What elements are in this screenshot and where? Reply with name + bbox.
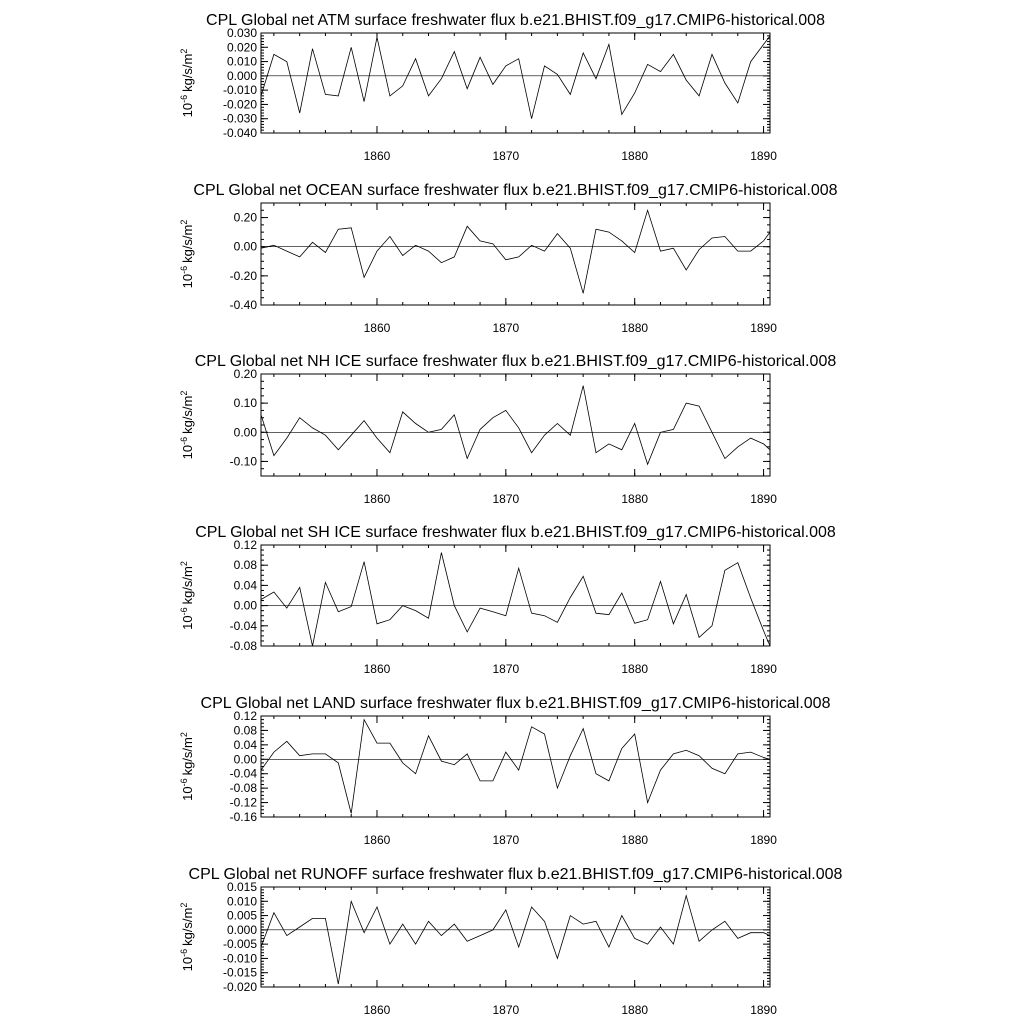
y-axis-label-sq: 2: [179, 732, 189, 738]
x-tick-label: 1880: [621, 321, 649, 335]
y-axis-label-prefix: 10: [180, 615, 195, 630]
y-axis-label-exp: -6: [179, 778, 189, 787]
plot-frame: [261, 545, 770, 646]
y-tick-label: 0.12: [233, 538, 257, 552]
y-axis-label: [179, 561, 195, 630]
y-tick-label: -0.40: [229, 298, 257, 312]
y-tick-label: 0.015: [226, 880, 257, 894]
chart-title: CPL Global net RUNOFF surface freshwater flux b.e21.BHIST.f09_g17.CMIP6-historical.008: [188, 866, 843, 883]
y-tick-label: 0.08: [233, 558, 257, 573]
series-line: [261, 210, 770, 293]
series-line: [261, 720, 770, 814]
y-tick-label: 0.000: [226, 922, 257, 937]
chart-panel-3: [179, 353, 836, 506]
y-tick-label: 0.20: [233, 210, 257, 225]
y-axis-label-exp: -6: [179, 948, 189, 957]
y-axis-label-exp: -6: [179, 436, 189, 445]
x-tick-label: 1890: [750, 662, 777, 676]
y-tick-label: 0.005: [226, 908, 257, 923]
chart-panel-6: [179, 866, 843, 1017]
y-axis-label-sq: 2: [179, 48, 189, 54]
series-line: [261, 386, 770, 465]
y-tick-label: -0.010: [222, 83, 257, 98]
x-tick-label: 1880: [621, 1003, 649, 1017]
plot-frame: [261, 203, 770, 305]
chart-title: CPL Global net LAND surface freshwater flux b.e21.BHIST.f09_g17.CMIP6-historical.008: [200, 695, 831, 712]
chart-title: CPL Global net OCEAN surface freshwater flux b.e21.BHIST.f09_g17.CMIP6-historical.008: [193, 182, 838, 199]
y-tick-label: -0.04: [229, 618, 257, 633]
y-axis-label-sq: 2: [179, 390, 189, 396]
y-tick-label: -0.04: [229, 766, 257, 781]
y-axis-label-sq: 2: [179, 561, 189, 567]
y-axis-label-sq: 2: [179, 902, 189, 908]
y-axis-label-suffix: kg/s/m: [180, 907, 195, 946]
y-axis-label: [179, 220, 195, 289]
y-axis-label-exp: -6: [179, 265, 189, 274]
y-tick-label: 0.010: [226, 54, 257, 69]
x-tick-label: 1870: [492, 1003, 520, 1017]
y-axis-label-exp: -6: [179, 607, 189, 616]
y-tick-label: -0.005: [222, 937, 257, 952]
y-tick-label: -0.010: [222, 951, 257, 966]
y-axis-label: [179, 903, 195, 972]
chart-title: CPL Global net ATM surface freshwater flux b.e21.BHIST.f09_g17.CMIP6-historical.008: [206, 12, 825, 29]
y-tick-label: 0.04: [233, 737, 257, 752]
x-tick-label: 1890: [750, 492, 777, 506]
y-tick-label: 0.04: [233, 578, 257, 593]
y-tick-label: 0.010: [226, 894, 257, 909]
y-tick-label: 0.00: [233, 425, 257, 440]
plot-frame: [261, 374, 770, 476]
chart-panel-5: [179, 695, 831, 847]
x-tick-label: 1870: [492, 492, 520, 506]
chart-panel-4: [179, 524, 836, 676]
y-tick-label: -0.08: [229, 639, 257, 653]
y-tick-label: 0.12: [233, 709, 257, 723]
x-tick-label: 1860: [363, 492, 391, 506]
y-tick-label: -0.08: [229, 781, 257, 796]
y-tick-label: -0.040: [222, 126, 257, 140]
y-axis-label-prefix: 10: [180, 102, 195, 118]
chart-panel-2: [179, 182, 838, 335]
x-tick-label: 1890: [750, 321, 777, 335]
chart-title: CPL Global net SH ICE surface freshwater flux b.e21.BHIST.f09_g17.CMIP6-historical.008: [195, 524, 836, 541]
series-line: [261, 36, 770, 119]
x-tick-label: 1860: [363, 321, 391, 335]
y-axis-label-prefix: 10: [180, 273, 195, 289]
y-axis-label-sq: 2: [179, 219, 189, 225]
x-tick-label: 1860: [363, 662, 391, 676]
y-tick-label: 0.20: [233, 367, 257, 381]
x-tick-label: 1890: [750, 1003, 777, 1017]
y-axis-label: [179, 49, 195, 118]
y-tick-label: -0.12: [229, 795, 257, 810]
y-axis-label-prefix: 10: [180, 444, 195, 460]
x-tick-label: 1890: [750, 833, 777, 847]
x-tick-label: 1860: [363, 149, 391, 163]
y-tick-label: 0.10: [233, 396, 257, 411]
y-tick-label: -0.020: [222, 97, 257, 112]
x-tick-label: 1860: [363, 1003, 391, 1017]
y-tick-label: 0.08: [233, 723, 257, 738]
y-tick-label: -0.16: [229, 810, 257, 824]
x-tick-label: 1880: [621, 149, 649, 163]
y-tick-label: -0.10: [229, 454, 257, 469]
x-tick-label: 1870: [492, 321, 520, 335]
y-tick-label: 0.00: [233, 598, 257, 613]
series-line: [261, 553, 770, 646]
y-tick-label: 0.000: [226, 68, 257, 83]
y-axis-label: [179, 391, 195, 460]
x-tick-label: 1860: [363, 833, 391, 847]
y-axis-label-suffix: kg/s/m: [180, 737, 195, 776]
x-tick-label: 1870: [492, 149, 520, 163]
y-tick-label: 0.030: [226, 26, 257, 40]
y-axis-label-suffix: kg/s/m: [180, 395, 195, 434]
y-axis-label-suffix: kg/s/m: [180, 53, 195, 92]
y-axis-label-prefix: 10: [180, 956, 195, 972]
x-tick-label: 1880: [621, 492, 649, 506]
y-axis-label: [179, 732, 195, 801]
y-tick-label: -0.015: [222, 965, 257, 980]
plot-frame: [261, 33, 770, 133]
chart-title: CPL Global net NH ICE surface freshwater flux b.e21.BHIST.f09_g17.CMIP6-historical.008: [194, 353, 837, 370]
y-tick-label: 0.020: [226, 40, 257, 55]
x-tick-label: 1880: [621, 662, 649, 676]
x-tick-label: 1890: [750, 149, 777, 163]
y-tick-label: -0.020: [222, 980, 257, 994]
plot-frame: [261, 716, 770, 817]
y-tick-label: -0.20: [229, 268, 257, 283]
y-axis-label-exp: -6: [179, 94, 189, 103]
y-axis-label-suffix: kg/s/m: [180, 224, 195, 263]
y-tick-label: 0.00: [233, 752, 257, 767]
series-line: [261, 896, 770, 985]
x-tick-label: 1880: [621, 833, 649, 847]
y-tick-label: -0.030: [222, 111, 257, 126]
y-axis-label-suffix: kg/s/m: [180, 566, 195, 605]
x-tick-label: 1870: [492, 662, 520, 676]
chart-panel-1: [179, 12, 825, 163]
y-tick-label: 0.00: [233, 239, 257, 254]
y-axis-label-prefix: 10: [180, 786, 195, 801]
x-tick-label: 1870: [492, 833, 520, 847]
